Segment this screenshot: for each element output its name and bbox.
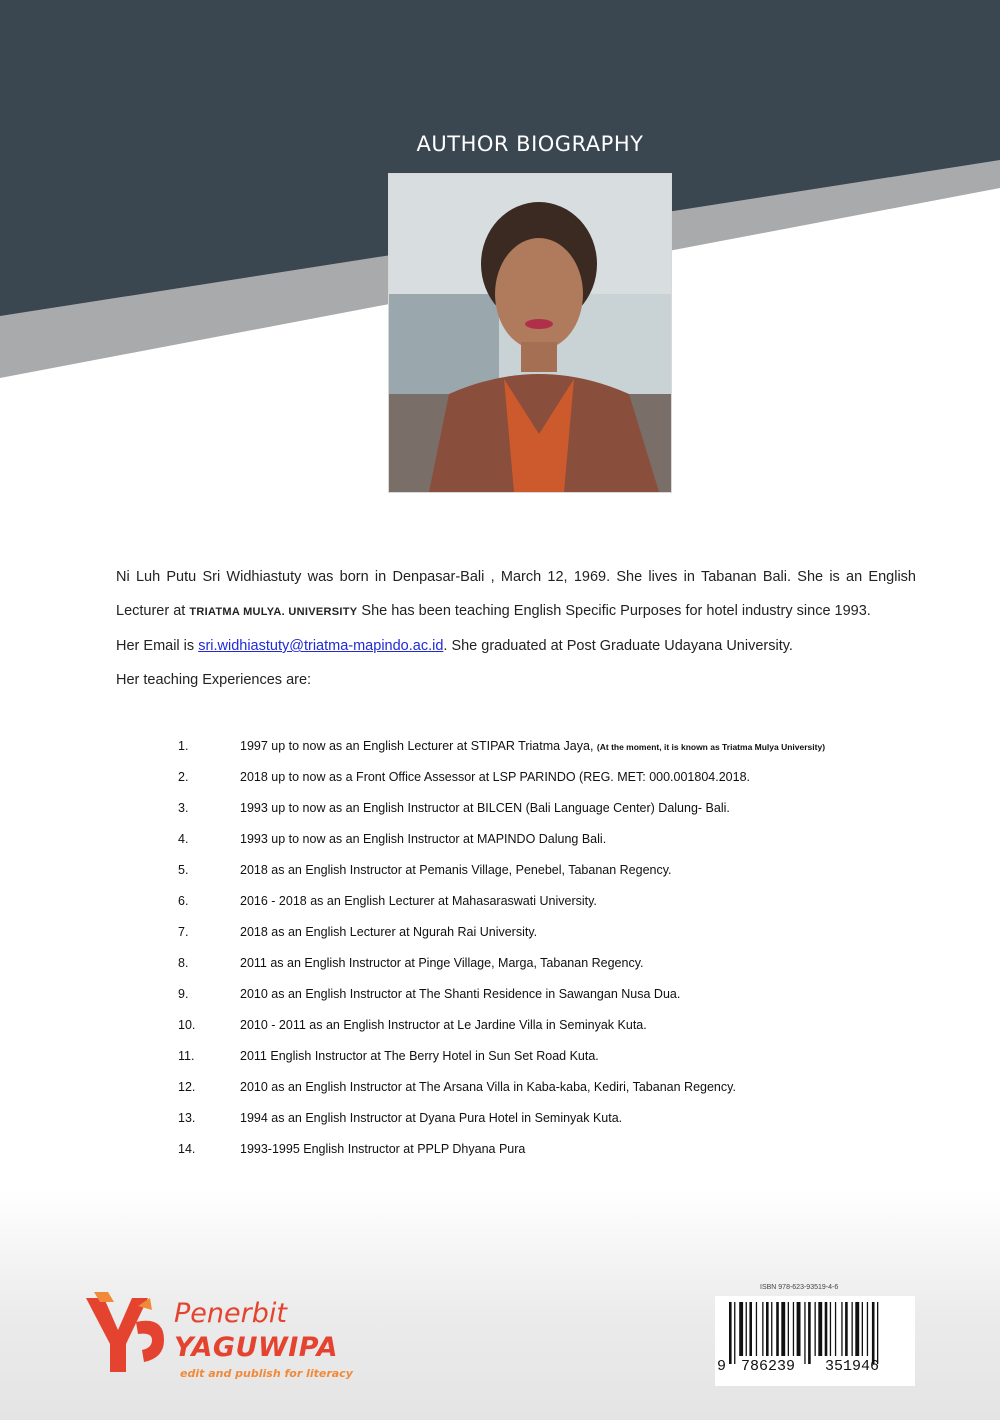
barcode-bar: [852, 1302, 853, 1356]
list-number: 9.: [178, 986, 189, 1001]
list-number: 1.: [178, 738, 189, 753]
barcode-bar: [734, 1302, 735, 1364]
barcode-bar: [830, 1302, 831, 1356]
barcode-bar: [835, 1302, 836, 1356]
list-item: [178, 761, 978, 792]
list-item: [178, 978, 978, 1009]
list-item: [178, 823, 978, 854]
list-number: 6.: [178, 893, 189, 908]
list-item: [178, 885, 978, 916]
barcode-bar: [756, 1302, 757, 1356]
barcode-bar: [825, 1302, 828, 1356]
publisher-tagline: edit and publish for literacy: [180, 1367, 353, 1380]
barcode-bar: [804, 1302, 805, 1364]
barcode-bar: [766, 1302, 769, 1356]
isbn-barcode: [715, 1296, 915, 1386]
barcode-bar: [746, 1302, 747, 1356]
list-item: [178, 792, 978, 823]
list-number: 5.: [178, 862, 189, 877]
list-number: 11.: [178, 1048, 195, 1063]
bio-paragraph-2: [116, 629, 916, 663]
list-item: [178, 916, 978, 947]
barcode-bar: [845, 1302, 848, 1356]
barcode-bar: [872, 1302, 875, 1364]
experience-text: 1997 up to now as an English Lecturer at STIPAR Triatma Jaya,: [240, 738, 597, 753]
experience-text: 1994 as an English Instructor at Dyana Pura Hotel in Seminyak Kuta.: [240, 1110, 623, 1125]
list-number: 2.: [178, 769, 189, 784]
experience-text: 2011 as an English Instructor at Pinge Village, Marga, Tabanan Regency.: [240, 955, 644, 970]
barcode-bar: [739, 1302, 743, 1356]
bio-intro: Ni Luh Putu Sri Widhiastuty was born in Denpasar-Bali , March 12, 1969. She lives in Tabanan Bali. She is an English Lecturer at: [116, 569, 916, 619]
email-link[interactable]: sri.widhiastuty@triatma-mapindo.ac.id: [198, 638, 444, 654]
experience-text: 2018 as an English Lecturer at Ngurah Rai University.: [240, 924, 538, 939]
graduation-text: . She graduated at Post Graduate Udayana University.: [443, 638, 793, 654]
list-item: [178, 1009, 978, 1040]
list-item: [178, 1133, 978, 1164]
page-title: AUTHOR BIOGRAPHY: [416, 132, 644, 156]
bio-intro-rest: She has been teaching English Specific Purposes for hotel industry since 1993.: [357, 603, 871, 619]
barcode-bar: [762, 1302, 763, 1356]
list-number: 4.: [178, 831, 189, 846]
barcode-digit-first: 9: [717, 1358, 727, 1375]
list-number: 12.: [178, 1079, 196, 1094]
list-item: [178, 1102, 978, 1133]
barcode-bar: [815, 1302, 816, 1356]
author-portrait-icon: [389, 174, 671, 492]
barcode-bar: [841, 1302, 842, 1356]
barcode-bar: [862, 1302, 863, 1356]
barcode-bar: [776, 1302, 779, 1356]
barcode-bar: [855, 1302, 859, 1356]
barcode-digit-group1: 786239: [741, 1358, 796, 1375]
barcode-bar: [808, 1302, 811, 1364]
experience-heading: Her teaching Experiences are:: [116, 672, 312, 688]
barcode-digit-group2: 351946: [825, 1358, 880, 1375]
experience-text: 1993 up to now as an English Instructor at MAPINDO Dalung Bali.: [240, 831, 607, 846]
barcode-bar: [771, 1302, 772, 1356]
list-item: [178, 854, 978, 885]
barcode-bar: [788, 1302, 789, 1356]
university-name: TRIATMA MULYA. UNIVERSITY: [189, 606, 358, 618]
isbn-label: ISBN 978-623-93519-4-6: [760, 1284, 839, 1291]
experience-text: 2010 as an English Instructor at The Arsana Villa in Kaba-kaba, Kediri, Tabanan Regency.: [240, 1079, 736, 1094]
experience-text: 2011 English Instructor at The Berry Hotel in Sun Set Road Kuta.: [240, 1048, 599, 1063]
list-number: 10.: [178, 1017, 196, 1032]
bio-paragraph-1: [116, 560, 916, 629]
experience-text: 2010 - 2011 as an English Instructor at Le Jardine Villa in Seminyak Kuta.: [240, 1017, 647, 1032]
list-number: 3.: [178, 800, 189, 815]
list-item: [178, 947, 978, 978]
list-item: [178, 1040, 978, 1071]
list-number: 13.: [178, 1110, 196, 1125]
barcode-bar: [793, 1302, 794, 1356]
barcode-bar: [877, 1302, 878, 1364]
barcode-bar: [797, 1302, 801, 1356]
experience-text: 2018 as an English Instructor at Pemanis Village, Penebel, Tabanan Regency.: [240, 862, 672, 877]
experience-note: (At the moment, it is known as Triatma Mulya University): [596, 741, 826, 752]
barcode-bar: [867, 1302, 868, 1356]
list-text: [240, 739, 825, 753]
author-photo: [388, 173, 672, 493]
barcode-bar: [749, 1302, 752, 1356]
list-item: [178, 730, 978, 761]
barcode-bar: [729, 1302, 732, 1364]
experience-text: 1993 up to now as an English Instructor at BILCEN (Bali Language Center) Dalung- Bali.: [240, 800, 730, 815]
publisher-logo: [78, 1288, 378, 1388]
publisher-name-line1: Penerbit: [174, 1298, 287, 1329]
email-prefix: Her Email is: [116, 638, 199, 654]
barcode-bar: [781, 1302, 785, 1356]
experience-list: [178, 730, 978, 1164]
barcode-bar: [818, 1302, 822, 1356]
experience-text: 2018 up to now as a Front Office Assessor at LSP PARINDO (REG. MET: 000.001804.2018.: [240, 769, 750, 784]
experience-text: 2010 as an English Instructor at The Shanti Residence in Sawangan Nusa Dua.: [240, 986, 681, 1001]
list-number: 14.: [178, 1141, 196, 1156]
list-item: [178, 1071, 978, 1102]
experience-text: 1993-1995 English Instructor at PPLP Dhyana Pura: [240, 1141, 526, 1156]
yaguwipa-logo-icon: [78, 1288, 170, 1384]
publisher-name-line2: YAGUWIPA: [174, 1332, 338, 1363]
biography-text: [116, 560, 916, 697]
list-number: 7.: [178, 924, 189, 939]
experience-text: 2016 - 2018 as an English Lecturer at Mahasaraswati University.: [240, 893, 597, 908]
list-number: 8.: [178, 955, 189, 970]
